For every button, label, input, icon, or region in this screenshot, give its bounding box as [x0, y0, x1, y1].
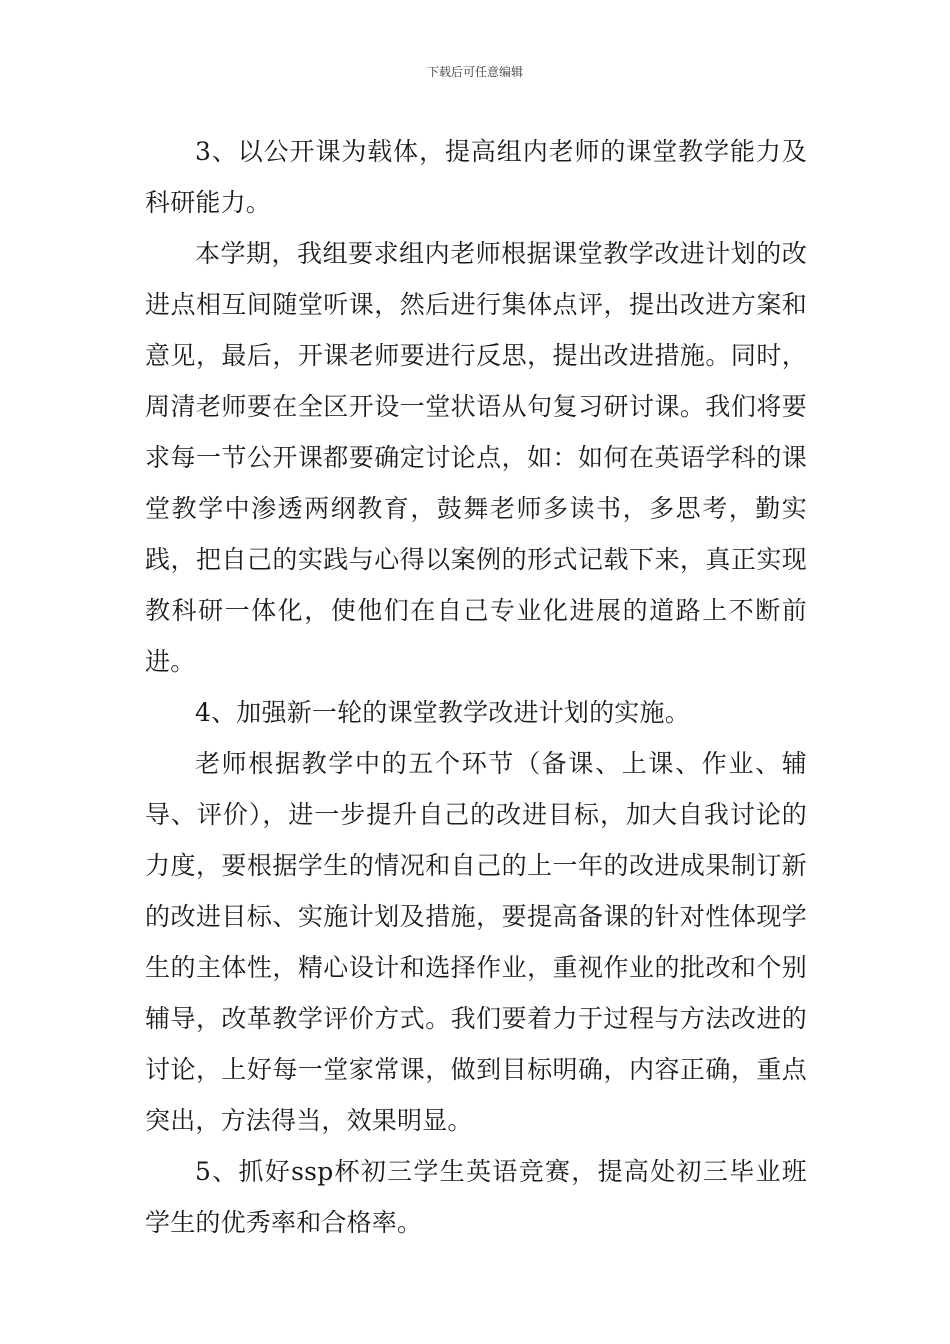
paragraph-public-lessons: 本学期，我组要求组内老师根据课堂教学改进计划的改进点相互间随堂听课，然后进行集体点评，提出改进方案和意见，最后，开课老师要进行反思，提出改进措施。同时，周清老师要在全区开设一堂状语从句复习研讨课。我们将要求每一节公开课都要确定讨论点，如：如何在英语学科的课堂教学中渗透两纲教育，鼓舞老师多读书，多思考，勤实践，把自己的实践与心得以案例的形式记载下来，真正实现教科研一体化，使他们在自己专业化进展的道路上不断前进。	[145, 239, 807, 676]
document-body	[145, 126, 807, 1248]
paragraph-item-5: 5、抓好ssp杯初三学生英语竞赛，提高处初三毕业班学生的优秀率和合格率。	[145, 1157, 807, 1237]
page-header-note: 下载后可任意编辑	[426, 65, 523, 79]
paragraph-item-3: 3、以公开课为载体，提高组内老师的课堂教学能力及科研能力。	[145, 137, 807, 217]
paragraph-teaching-improvement: 老师根据教学中的五个环节（备课、上课、作业、辅导、评价），进一步提升自己的改进目标，加大自我讨论的力度，要根据学生的情况和自己的上一年的改进成果制订新的改进目标、实施计划及措施，要提高备课的针对性体现学生的主体性，精心设计和选择作业，重视作业的批改和个别辅导，改革教学评价方式。我们要着力于过程与方法改进的讨论，上好每一堂家常课，做到目标明确，内容正确，重点突出，方法得当，效果明显。	[145, 749, 807, 1135]
paragraph-item-4: 4、加强新一轮的课堂教学改进计划的实施。	[195, 698, 690, 727]
